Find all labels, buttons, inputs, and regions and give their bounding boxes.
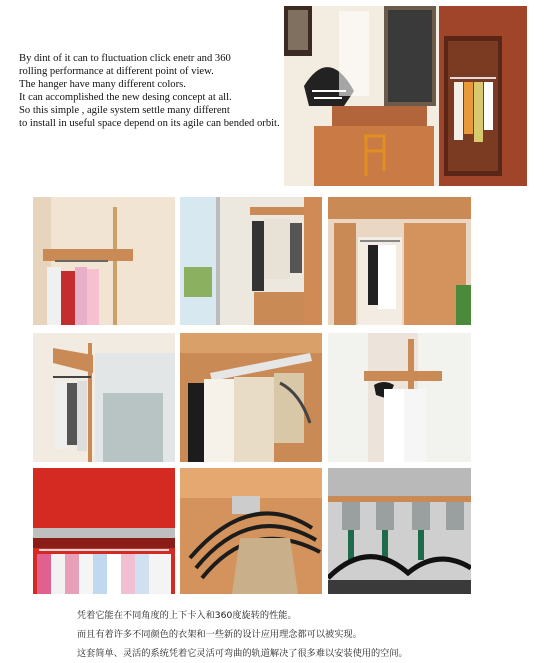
product-photo-hanging-shirts <box>180 333 322 462</box>
product-photo-swivel-hanger <box>328 333 471 462</box>
product-photo-red-wall-rack <box>33 468 175 594</box>
intro-line: to install in useful space depend on its agile can bended orbit. <box>19 118 280 129</box>
product-photo-rack-detail <box>328 468 471 594</box>
product-photo-hanger-closeup <box>180 468 322 594</box>
intro-text <box>19 52 349 130</box>
product-photo-folding-rack <box>33 333 175 462</box>
product-photo-wardrobe <box>328 197 471 325</box>
intro-line: It can accomplished the new desing concept at all. <box>19 92 232 103</box>
product-photo-wall-hanger <box>33 197 175 325</box>
intro-line: By dint of it can to fluctuation click enetr and 360 <box>19 53 231 64</box>
intro-line: rolling performance at different point of view. <box>19 66 214 77</box>
intro-line: The hanger have many different colors. <box>19 79 186 90</box>
cn-line: 而且有着许多不同颜色的衣架和一些新的设计应用理念都可以被实现。 <box>77 629 362 640</box>
cn-line: 这套简单、灵活的系统凭着它灵活可弯曲的轨道解决了很多难以安装使用的空间。 <box>77 648 408 659</box>
chinese-description <box>77 606 537 663</box>
cn-line: 凭着它能在不同角度的上下卡入和360度旋转的性能。 <box>77 610 297 621</box>
intro-line: So this simple , agile system settle many different <box>19 105 230 116</box>
product-photo-closet-rack <box>180 197 322 325</box>
